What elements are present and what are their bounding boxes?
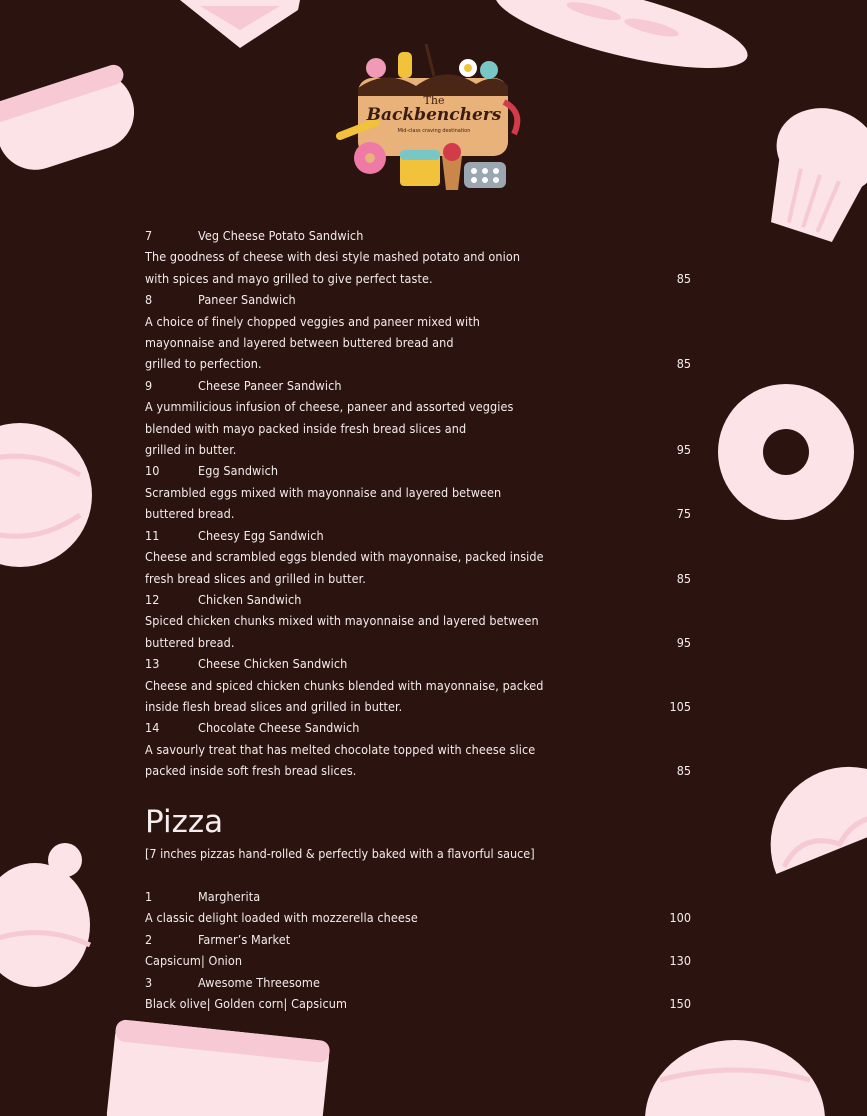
bread-loaf-icon xyxy=(0,62,144,179)
menu-item xyxy=(145,717,705,781)
item-price: 85 xyxy=(676,570,691,586)
item-description: mayonnaise and layered between buttered bread and xyxy=(145,335,454,351)
item-number: 12 xyxy=(145,591,160,607)
item-number: 7 xyxy=(145,228,153,243)
item-description: Capsicum| Onion xyxy=(145,953,243,969)
item-price: 100 xyxy=(669,910,691,926)
item-description: Cheese and scrambled eggs blended with mayonnaise, packed inside xyxy=(145,549,544,565)
item-number: 1 xyxy=(145,889,153,904)
donut-icon xyxy=(718,384,854,520)
item-number: 8 xyxy=(145,292,153,308)
pie-icon xyxy=(747,743,867,874)
brand-line-1: The xyxy=(423,94,445,107)
item-number: 13 xyxy=(145,656,160,672)
item-description: Cheese and spiced chicken chunks blended with mayonnaise, packed xyxy=(145,677,544,693)
item-description: Scrambled eggs mixed with mayonnaise and layered between xyxy=(145,484,502,500)
item-number: 9 xyxy=(145,377,153,393)
menu-item xyxy=(145,972,705,1015)
item-description: packed inside soft fresh bread slices. xyxy=(145,763,357,779)
menu-item xyxy=(145,929,705,972)
item-price: 150 xyxy=(669,996,691,1012)
cupcake-bottom-icon xyxy=(0,843,90,987)
menu-item xyxy=(145,886,705,929)
pizza-section-header xyxy=(145,802,705,864)
item-price: 130 xyxy=(669,953,691,969)
item-name: Cheese Chicken Sandwich xyxy=(198,656,348,672)
item-number: 2 xyxy=(145,931,153,947)
item-description: A savourly treat that has melted chocolate topped with cheese slice xyxy=(145,741,536,757)
brand-tagline: Mid-class craving destination xyxy=(397,128,471,134)
menu-item xyxy=(145,525,705,589)
cake-slice-icon xyxy=(180,0,300,48)
pizza-list xyxy=(145,886,705,1014)
menu-item xyxy=(145,653,705,717)
menu-item xyxy=(145,375,705,461)
item-name: Veg Cheese Potato Sandwich xyxy=(198,228,364,243)
item-description: A choice of finely chopped veggies and paneer mixed with xyxy=(145,313,480,329)
item-price: 105 xyxy=(669,698,691,714)
sandwich-list xyxy=(145,225,705,782)
item-name: Cheesy Egg Sandwich xyxy=(198,527,324,543)
menu-item xyxy=(145,589,705,653)
brand-name: Backbenchers xyxy=(366,105,502,125)
brand-logo xyxy=(336,38,532,198)
item-description: The goodness of cheese with desi style mashed potato and onion xyxy=(145,249,521,265)
item-description: grilled to perfection. xyxy=(145,356,262,372)
item-name: Margherita xyxy=(198,889,261,904)
item-description: with spices and mayo grilled to give perfect taste. xyxy=(145,270,433,286)
item-description: inside flesh bread slices and grilled in butter. xyxy=(145,698,403,714)
item-name: Farmer’s Market xyxy=(198,931,291,947)
item-description: fresh bread slices and grilled in butter. xyxy=(145,570,366,586)
item-price: 85 xyxy=(676,763,691,779)
item-name: Chicken Sandwich xyxy=(198,591,302,607)
item-description: A classic delight loaded with mozzerella cheese xyxy=(145,910,418,926)
item-price: 95 xyxy=(676,634,691,650)
item-description: Spiced chicken chunks mixed with mayonnaise and layered between xyxy=(145,613,539,629)
item-number: 14 xyxy=(145,720,160,736)
item-description: A yummilicious infusion of cheese, paneer and assorted veggies xyxy=(145,399,514,415)
item-number: 11 xyxy=(145,527,160,543)
item-description: buttered bread. xyxy=(145,506,235,522)
section-subtitle: [7 inches pizzas hand-rolled & perfectly baked with a flavorful sauce] xyxy=(145,846,535,861)
item-price: 95 xyxy=(676,442,691,458)
item-name: Chocolate Cheese Sandwich xyxy=(198,720,360,736)
menu-item xyxy=(145,225,705,289)
item-number: 10 xyxy=(145,463,160,479)
item-name: Paneer Sandwich xyxy=(198,292,296,308)
item-name: Egg Sandwich xyxy=(198,463,279,479)
toast-icon xyxy=(105,1019,330,1116)
item-price: 85 xyxy=(676,270,691,286)
cupcake-icon xyxy=(752,95,867,248)
bun-bottom-icon xyxy=(645,1040,825,1116)
section-title: Pizza xyxy=(145,804,224,840)
menu-item xyxy=(145,460,705,524)
item-description: Black olive| Golden corn| Capsicum xyxy=(145,996,348,1012)
item-description: buttered bread. xyxy=(145,634,235,650)
item-description: blended with mayo packed inside fresh bread slices and xyxy=(145,420,467,436)
item-price: 85 xyxy=(676,356,691,372)
bun-icon xyxy=(0,423,92,567)
item-price: 75 xyxy=(676,506,691,522)
item-number: 3 xyxy=(145,974,153,990)
menu-item xyxy=(145,289,705,375)
item-name: Cheese Paneer Sandwich xyxy=(198,377,342,393)
item-description: grilled in butter. xyxy=(145,442,237,458)
item-name: Awesome Threesome xyxy=(198,974,320,990)
